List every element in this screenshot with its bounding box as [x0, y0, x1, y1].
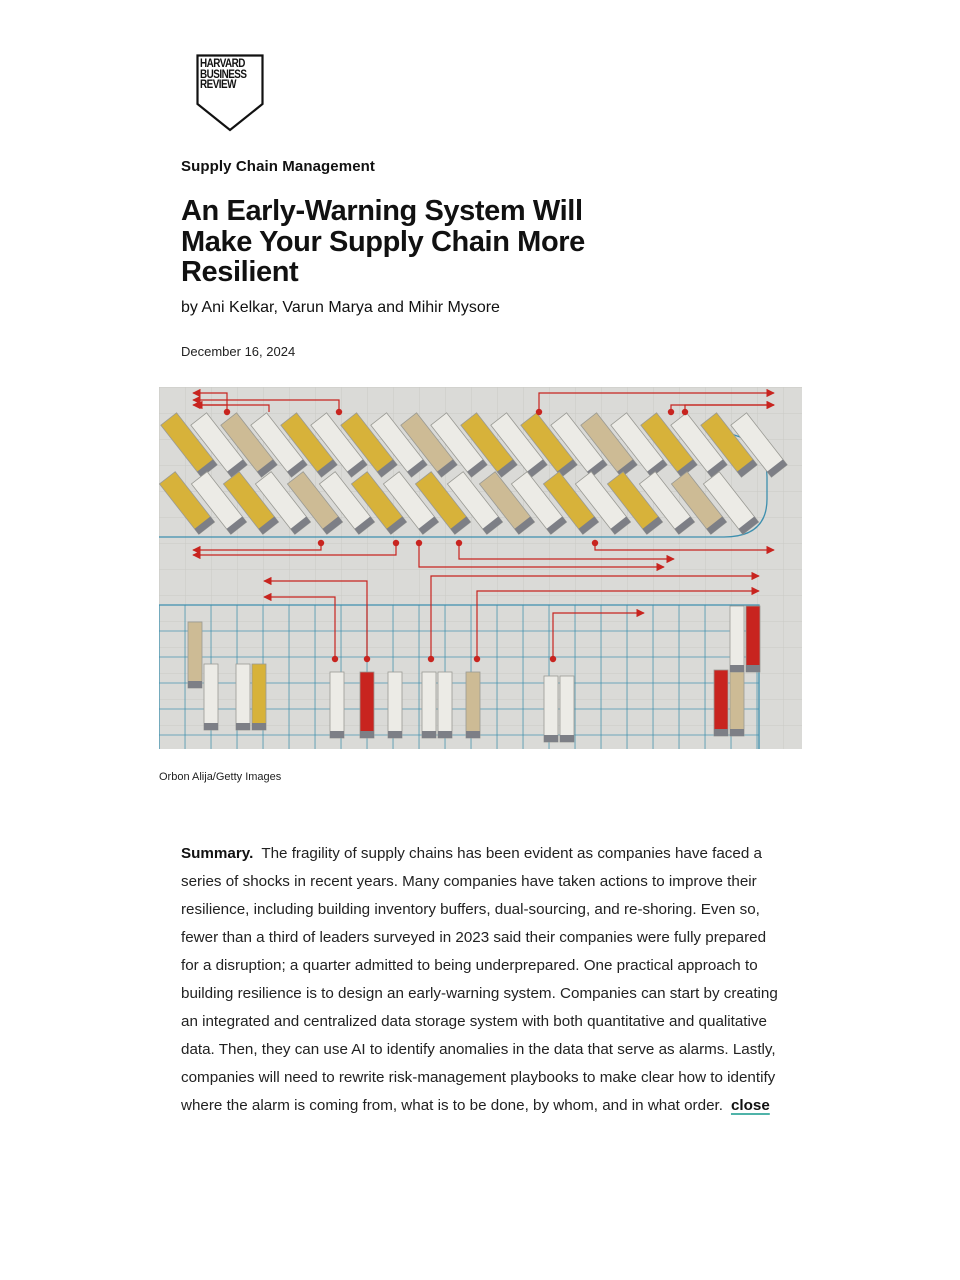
trailer-body	[560, 676, 574, 742]
alert-dot	[336, 409, 342, 415]
article-title: An Early-Warning System Will Make Your Supply Chain More Resilient	[181, 195, 585, 288]
truck-trailer	[746, 606, 760, 672]
truck-cab	[252, 723, 266, 730]
trailer-body	[714, 670, 728, 736]
alert-dot	[536, 409, 542, 415]
truck-cab	[422, 731, 436, 738]
topic-link[interactable]: Supply Chain Management	[181, 158, 375, 175]
truck-trailer	[544, 676, 558, 742]
trailer-body	[730, 606, 744, 672]
truck-cab	[466, 731, 480, 738]
trailer-body	[360, 672, 374, 738]
trailer-body	[188, 622, 202, 688]
alert-dot	[393, 540, 399, 546]
truck-cab	[388, 731, 402, 738]
alert-dot	[592, 540, 598, 546]
truck-trailer	[466, 672, 480, 738]
logo-line-2: BUSINESS	[200, 68, 247, 81]
trailer-body	[422, 672, 436, 738]
logo-wordmark	[200, 59, 252, 91]
trailer-body	[746, 606, 760, 672]
alert-dot	[428, 656, 434, 662]
byline: by Ani Kelkar, Varun Marya and Mihir Mysore	[181, 299, 500, 316]
logo-line-1: HARVARD	[200, 58, 245, 70]
truck-cab	[730, 729, 744, 736]
truck-cab	[730, 665, 744, 672]
alert-dot	[318, 540, 324, 546]
summary-label: Summary.	[181, 845, 254, 862]
hbr-logo[interactable]	[196, 54, 264, 132]
truck-trailer	[560, 676, 574, 742]
trailer-body	[544, 676, 558, 742]
alert-dot	[682, 409, 688, 415]
summary-paragraph	[181, 840, 781, 1120]
truck-cab	[360, 731, 374, 738]
trailer-body	[388, 672, 402, 738]
truck-trailer	[730, 606, 744, 672]
truck-trailer	[188, 622, 202, 688]
hero-image	[159, 387, 802, 749]
summary-text: The fragility of supply chains has been evident as companies have faced a series of shocks in recent years. Many companies have taken actions to improve their resilience, including building inventory buffers, dual-sourcing, and re-shoring. Even so, fewer than a third of leaders surveyed in 2023 said their companies were fully prepared for a disruption; a quarter admitted to being underprepared. One practical approach to building resilience is to design an early-warning system. Companies can start by creating an integrated and centralized data storage system with both quantitative and qualitative data. Then, they can use AI to identify anomalies in the data that serve as alarms. Lastly, companies will need to rewrite risk-management playbooks to make clear how to identify where the alarm is coming from, what is to be done, by whom, and in what order.	[181, 845, 778, 1114]
alert-dot	[474, 656, 480, 662]
trailer-body	[204, 664, 218, 730]
truck-trailer	[204, 664, 218, 730]
trailer-body	[438, 672, 452, 738]
trailer-body	[236, 664, 250, 730]
truck-cab	[330, 731, 344, 738]
alert-dot	[332, 656, 338, 662]
truck-trailer	[388, 672, 402, 738]
alert-dot	[364, 656, 370, 662]
truck-lot-illustration	[159, 387, 802, 749]
close-summary-link[interactable]: close	[730, 1097, 770, 1114]
truck-trailer	[236, 664, 250, 730]
trailer-body	[330, 672, 344, 738]
alert-dot	[550, 656, 556, 662]
image-credit: Orbon Alija/Getty Images	[159, 771, 282, 783]
alert-dot	[416, 540, 422, 546]
trailer-body	[466, 672, 480, 738]
alert-dot	[456, 540, 462, 546]
truck-cab	[746, 665, 760, 672]
truck-trailer	[330, 672, 344, 738]
alert-dot	[668, 409, 674, 415]
truck-cab	[236, 723, 250, 730]
trailer-body	[252, 664, 266, 730]
logo-line-3: REVIEW	[200, 79, 236, 91]
publish-date: December 16, 2024	[181, 344, 296, 359]
truck-cab	[188, 681, 202, 688]
truck-trailer	[730, 670, 744, 736]
truck-trailer	[438, 672, 452, 738]
truck-cab	[714, 729, 728, 736]
truck-trailer	[714, 670, 728, 736]
truck-trailer	[252, 664, 266, 730]
trailer-body	[730, 670, 744, 736]
truck-cab	[560, 735, 574, 742]
truck-trailer	[422, 672, 436, 738]
truck-cab	[204, 723, 218, 730]
alert-dot	[224, 409, 230, 415]
truck-trailer	[360, 672, 374, 738]
truck-cab	[544, 735, 558, 742]
truck-cab	[438, 731, 452, 738]
